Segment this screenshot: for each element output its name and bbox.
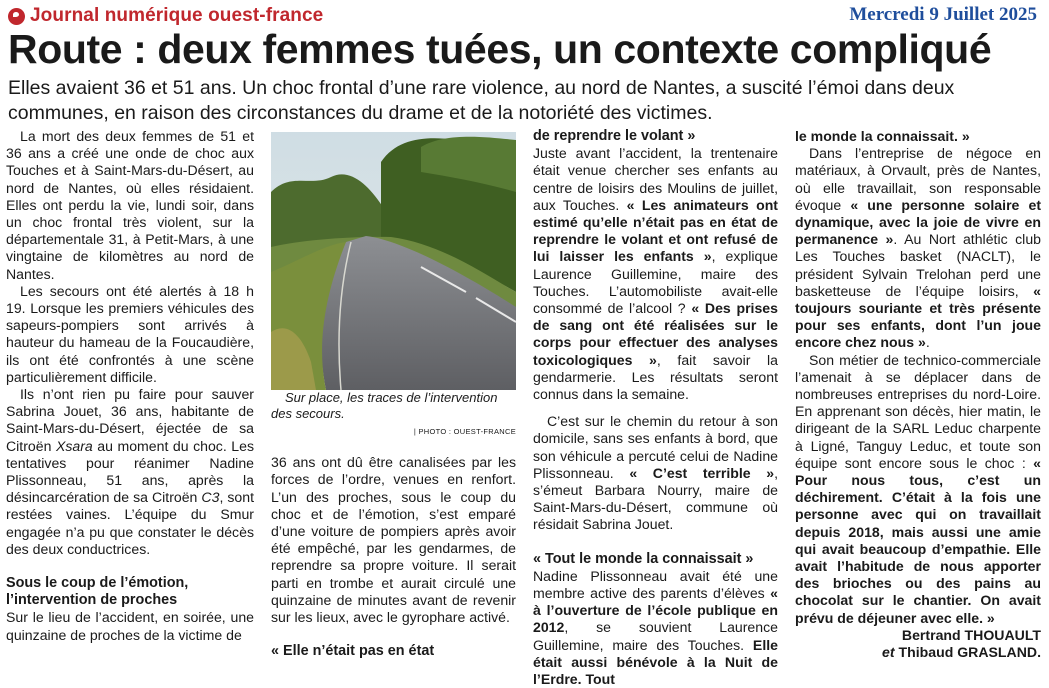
paragraph: Les secours ont été alertés à 18 h 19. Lorsque les premiers véhicules des sapeurs-pompiers sont arrivés à hauteur du hameau de la Foucaudière, ils ont été confrontés à une scène particulièrement difficile.	[6, 282, 254, 385]
subheading: Sous le coup de l’émotion, l’intervention de proches	[6, 575, 189, 609]
text-run: Dans l’entreprise de négoce en matériaux, à Orvault, près de Nantes, où elle travaillait, son responsable évoque	[795, 145, 1041, 213]
text-run: , explique Laurence Guillemine, maire des Touches. L’automobiliste avait-elle consommé de l’alcool ?	[533, 248, 778, 317]
author-name: Bertrand THOUAULT	[901, 626, 1041, 643]
text-run: Thibaud GRASLAND.	[898, 643, 1041, 660]
article-column-4	[795, 128, 1041, 661]
text-run: , fait savoir la gendarmerie. Les résultats seront connus dans la semaine.	[533, 351, 779, 403]
quote: « Des prises de sang ont été réalisées sur le corps pour effectuer des analyses toxicologiques »	[533, 300, 778, 368]
quote: « Pour nous tous, c’est un déchirement. C’était à la fois une personne avec qui on travaillait depuis 2018, mais aussi une amie qui avait beaucoup d’empathie. Elle avait l’habitude de nous apporter des brioches ou des pains au chocolat sur le chantier. On avait prévu de déjeuner avec elle. »	[795, 454, 1041, 626]
car-model: Xsara	[55, 437, 93, 454]
text-run: Son métier de technico-commerciale l’amenait à se déplacer dans de nombreuses entreprises du nord-Loire. En apprenant son décès, hier matin, le dirigeant de la SARL Leduc charpente à Ligné, Tanguy Leduc, et toute son équipe sont encore sous le choc :	[795, 351, 1041, 471]
subheading-continued: de reprendre le volant »	[533, 128, 696, 144]
quote: le monde la connaissait. »	[795, 128, 970, 144]
text-run: .	[925, 334, 930, 351]
quote: « à l’ouverture de l’école publique en 2012	[533, 585, 778, 636]
paragraph: La mort des deux femmes de 51 et 36 ans a créé une onde de choc aux Touches et à Saint-Mars-du-Désert, au nord de Nantes, où elles résidaient. Elles ont perdu la vie, lundi soir, dans un choc frontal très violent, sur la départementale 31, à Petit-Mars, à une vingtaine de kilomètres au nord de Nantes.	[6, 128, 254, 282]
subheading: « Tout le monde la connaissait »	[533, 550, 754, 567]
paragraph	[533, 413, 778, 533]
paragraph	[795, 145, 1041, 351]
text-run: , se souvient Laurence Guillemine, maire des Touches.	[533, 619, 778, 653]
photo-caption: Sur place, les traces de l’intervention des secours.	[271, 390, 498, 421]
text-run: Ils n’ont rien pu faire pour sauver Sabrina Jouet, 36 ans, habitante de Saint-Mars-du-Désert, éjectée de sa Citroën	[6, 386, 254, 454]
paragraph	[533, 145, 778, 403]
car-model: C3	[201, 489, 220, 506]
author-name	[795, 644, 1041, 661]
publication-date: Mercredi 9 Juillet 2025	[849, 4, 1037, 25]
article-headline: Route : deux femmes tuées, un contexte compliqué	[8, 26, 992, 72]
paragraph	[795, 128, 1041, 145]
paragraph	[6, 386, 254, 558]
text-run: , s’émeut Barbara Nourry, maire de Saint-Mars-du-Désert, commune où résidait Sabrina Jouet.	[533, 464, 779, 533]
ouest-france-logo-icon	[8, 8, 25, 25]
paragraph	[795, 352, 1041, 627]
publication-name: Journal numérique ouest-france	[30, 5, 324, 26]
quote: « C’est terrible »	[629, 464, 775, 481]
quote: Elle était aussi bénévole à la Nuit de l’Erdre. Tout	[533, 636, 778, 688]
text-run: et	[882, 643, 895, 660]
paragraph	[533, 568, 778, 688]
subheading: « Elle n’était pas en état	[271, 643, 435, 660]
article-column-1	[6, 128, 254, 644]
text-run: au moment du choc. Les tentatives pour réanimer Nadine Plissonneau, 51 ans, après la désincarcération de sa Citroën	[6, 437, 254, 506]
text-run: , sont restées vaines. L’équipe du Smur engagée n’a pu que constater le décès des deux conductrices.	[6, 489, 254, 557]
paragraph: Sur le lieu de l’accident, en soirée, une quinzaine de proches de la victime de	[6, 609, 254, 643]
text-run: C’est sur le chemin du retour à son domicile, sans ses enfants à bord, que son véhicule a percuté celui de Nadine Plissonneau.	[533, 413, 778, 481]
article-photo	[271, 132, 516, 390]
quote: « Les animateurs ont estimé qu’elle n’était pas en état de reprendre le volant et ont refusé de lui laisser les enfants »	[533, 196, 778, 265]
text-run: Nadine Plissonneau avait été une membre active des parents d’élèves	[533, 567, 778, 602]
quote: « toujours souriante et très présente pour ses enfants, dont l’un joue encore chez nous »	[795, 282, 1041, 351]
photo-credit: | PHOTO : OUEST-FRANCE	[413, 427, 516, 436]
text-run: Juste avant l’accident, la trentenaire était venue chercher ses enfants au centre de loisirs des Moulins de juillet, aux Touches.	[533, 145, 778, 213]
paragraph: 36 ans ont dû être canalisées par les forces de l’ordre, venues en renfort. L’un des proches, sous le coup du choc et de l’émotion, s’est emparé d’une voiture de pompiers après avoir été empêché, par les gendarmes, de reprendre sa propre voiture. Il serait parti en trombe et aurait circulé une quinzaine de minutes avant de revenir sur les lieux, avec le gyrophare activé.	[271, 454, 516, 626]
author-signature	[795, 627, 1041, 661]
text-run: . Au Nort athlétic club Les Touches basket (NACLT), le président Sylvain Trelohan perd une basketteuse de l’équipe loisirs,	[795, 231, 1041, 299]
masthead	[8, 5, 323, 27]
article-column-2	[271, 128, 516, 660]
article-column-3	[533, 128, 778, 688]
article-chapo: Elles avaient 36 et 51 ans. Un choc frontal d’une rare violence, au nord de Nantes, a suscité l’émoi dans deux communes, en raison des circonstances du drame et de la notoriété des victimes.	[8, 77, 955, 124]
quote: « une personne solaire et dynamique, avec la joie de vivre en permanence »	[795, 196, 1042, 248]
